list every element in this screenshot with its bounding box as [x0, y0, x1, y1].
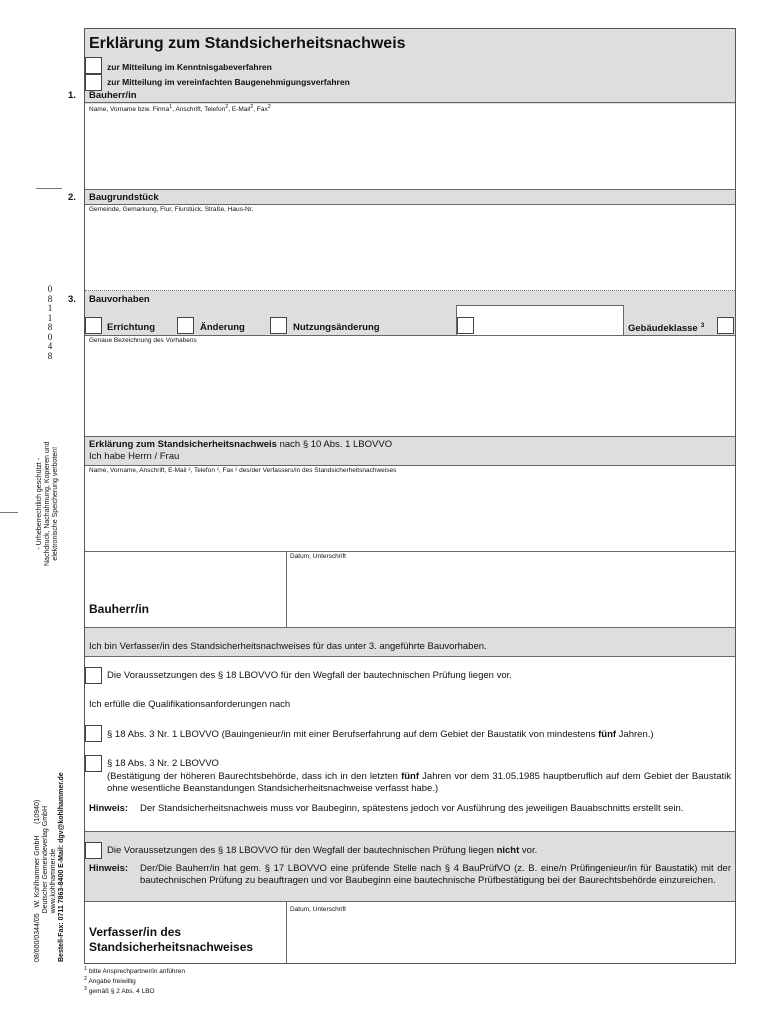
declaration-title: Erklärung zum Standsicherheitsnachweis nach § 10 Abs. 1 LBOVVO	[89, 439, 393, 450]
sign2-datum-label: Datum, Unterschrift	[290, 906, 346, 913]
nicht-checkbox[interactable]	[85, 842, 102, 859]
kenntnisgabe-checkbox[interactable]	[85, 57, 102, 74]
form-code: 0 8 1 1 8 0 4 8	[47, 284, 53, 361]
order-info: Bestell-Fax: 0711 7863-8400 E-Mail: dgv@kohlhammer.de	[58, 772, 65, 962]
footnote-2: $^2$ Angabe freiwillig	[84, 976, 136, 986]
vereinfacht-checkbox[interactable]	[85, 74, 102, 91]
nutzungsaenderung-label: Nutzungsänderung	[293, 322, 380, 333]
section3-white-panel	[456, 305, 624, 335]
declaration-hint: Name, Vorname, Anschrift, E-Mail ², Telefon ², Fax ² des/der Verfassers/in des Standsicherheitsnachweises	[89, 467, 397, 474]
vorhaben-field[interactable]	[86, 345, 734, 435]
hinweis1-text: Der Standsicherheitsnachweis muss vor Baubeginn, spätestens jedoch vor Ausführung des jeweiligen Bauabschnitts erstellt sein.	[140, 803, 684, 814]
errichtung-checkbox[interactable]	[85, 317, 102, 334]
option-kenntnisgabe: zur Mitteilung im Kenntnisgabeverfahren	[107, 62, 272, 72]
verfasser-intro: Ich bin Verfasser/in des Standsicherheitsnachweises für das unter 3. angeführte Bauvorhaben.	[89, 641, 487, 652]
section1-number: 1.	[68, 90, 76, 101]
grundstueck-field[interactable]	[86, 214, 734, 290]
gebaeudeklasse-field[interactable]	[717, 317, 734, 334]
wegfall-label: Die Voraussetzungen des § 18 LBOVVO für den Wegfall der bautechnischen Prüfung liegen vor.	[107, 670, 512, 681]
section1-title: Bauherr/in	[89, 90, 137, 101]
declaration-line2: Ich habe Herrn / Frau	[89, 451, 180, 462]
section2-hint: Gemeinde, Gemarkung, Flur, Flurstück, Straße, Haus-Nr.	[89, 206, 254, 213]
hinweis1-label: Hinweis:	[89, 803, 129, 814]
bauherr-signature-field[interactable]	[287, 562, 734, 626]
nr1-label: § 18 Abs. 3 Nr. 1 LBOVVO (Bauingenieur/in mit einer Berufserfahrung auf dem Gebiet der Baustatik von mindestens fünf Jahren.)	[107, 729, 654, 740]
verfasser-name-field[interactable]	[86, 476, 734, 550]
errichtung-label: Errichtung	[107, 322, 156, 333]
nr1-checkbox[interactable]	[85, 725, 102, 742]
aenderung-checkbox[interactable]	[177, 317, 194, 334]
copyright-notice: - Urheberrechtlich geschützt - Nachdruck, Nachahmung, Kopieren und elektronische Speicherung verboten!	[36, 441, 59, 566]
bauherr-field[interactable]	[86, 112, 734, 188]
section2-number: 2.	[68, 192, 76, 203]
verfasser-signature-field[interactable]	[287, 915, 734, 962]
hinweis2-text: Der/Die Bauherr/in hat gem. § 17 LBOVVO eine prüfende Stelle nach § 4 BauPrüfVO (z. B. eine/n Prüfingenieur/in für Baustatik) mit der bautechnischen Prüfung zu beauftragen und vor Baubeginn eine bautechnische Prüfbestätigung bei der Baurechtsbehörde einzureichen.	[140, 863, 731, 886]
nutzungsaenderung-checkbox[interactable]	[270, 317, 287, 334]
publisher-info: 08/600/0344/05 W. Kohlhammer GmbH (10940) Deutscher Gemeindeverlag GmbH www.kohlhammer.de	[34, 799, 57, 962]
nr2-checkbox[interactable]	[85, 755, 102, 772]
footnote-1: $^1$ bitte Ansprechpartner/in anführen	[84, 966, 185, 976]
form-title: Erklärung zum Standsicherheitsnachweis	[89, 35, 406, 52]
gebaeudeklasse-label: Gebäudeklasse $^3$	[628, 322, 705, 335]
sign1-label: Bauherr/in	[89, 602, 150, 616]
sign2-label: Verfasser/in des Standsicherheitsnachweises	[89, 925, 254, 954]
other-checkbox[interactable]	[457, 317, 474, 334]
wegfall-checkbox[interactable]	[85, 667, 102, 684]
aenderung-label: Änderung	[200, 322, 245, 333]
nr2-detail: (Bestätigung der höheren Baurechtsbehörde, dass ich in den letzten fünf Jahren vor dem 31.05.1985 hauptberuflich auf dem Gebiet der Baustatik ohne wesentliche Beanstandungen Standsicherheitsnachweise verfasst habe.)	[107, 771, 731, 794]
qualifikation-text: Ich erfülle die Qualifikationsanforderungen nach	[89, 699, 291, 710]
option-vereinfacht: zur Mitteilung im vereinfachten Baugenehmigungsverfahren	[107, 77, 350, 87]
section3-title: Bauvorhaben	[89, 294, 150, 305]
nicht-label: Die Voraussetzungen des § 18 LBOVVO für den Wegfall der bautechnischen Prüfung liegen nicht vor.	[107, 845, 538, 856]
footnote-3: $^3$ gemäß § 2 Abs. 4 LBO	[84, 986, 155, 996]
sign1-datum-label: Datum, Unterschrift	[290, 553, 346, 560]
hinweis2-label: Hinweis:	[89, 863, 129, 874]
nr2-label: § 18 Abs. 3 Nr. 2 LBOVVO	[107, 758, 219, 769]
section2-title: Baugrundstück	[89, 192, 159, 203]
section3-number: 3.	[68, 294, 76, 305]
section2-header	[85, 189, 735, 205]
section1-hint: Name, Vorname bzw. Firma$^1$, Anschrift, Telefon$^2$, E-Mail$^2$, Fax$^2$	[89, 104, 271, 114]
section3-hint: Genaue Bezeichnung des Vorhabens	[89, 337, 197, 344]
margin-dash-mid	[0, 512, 18, 513]
margin-dash-top	[36, 188, 62, 189]
